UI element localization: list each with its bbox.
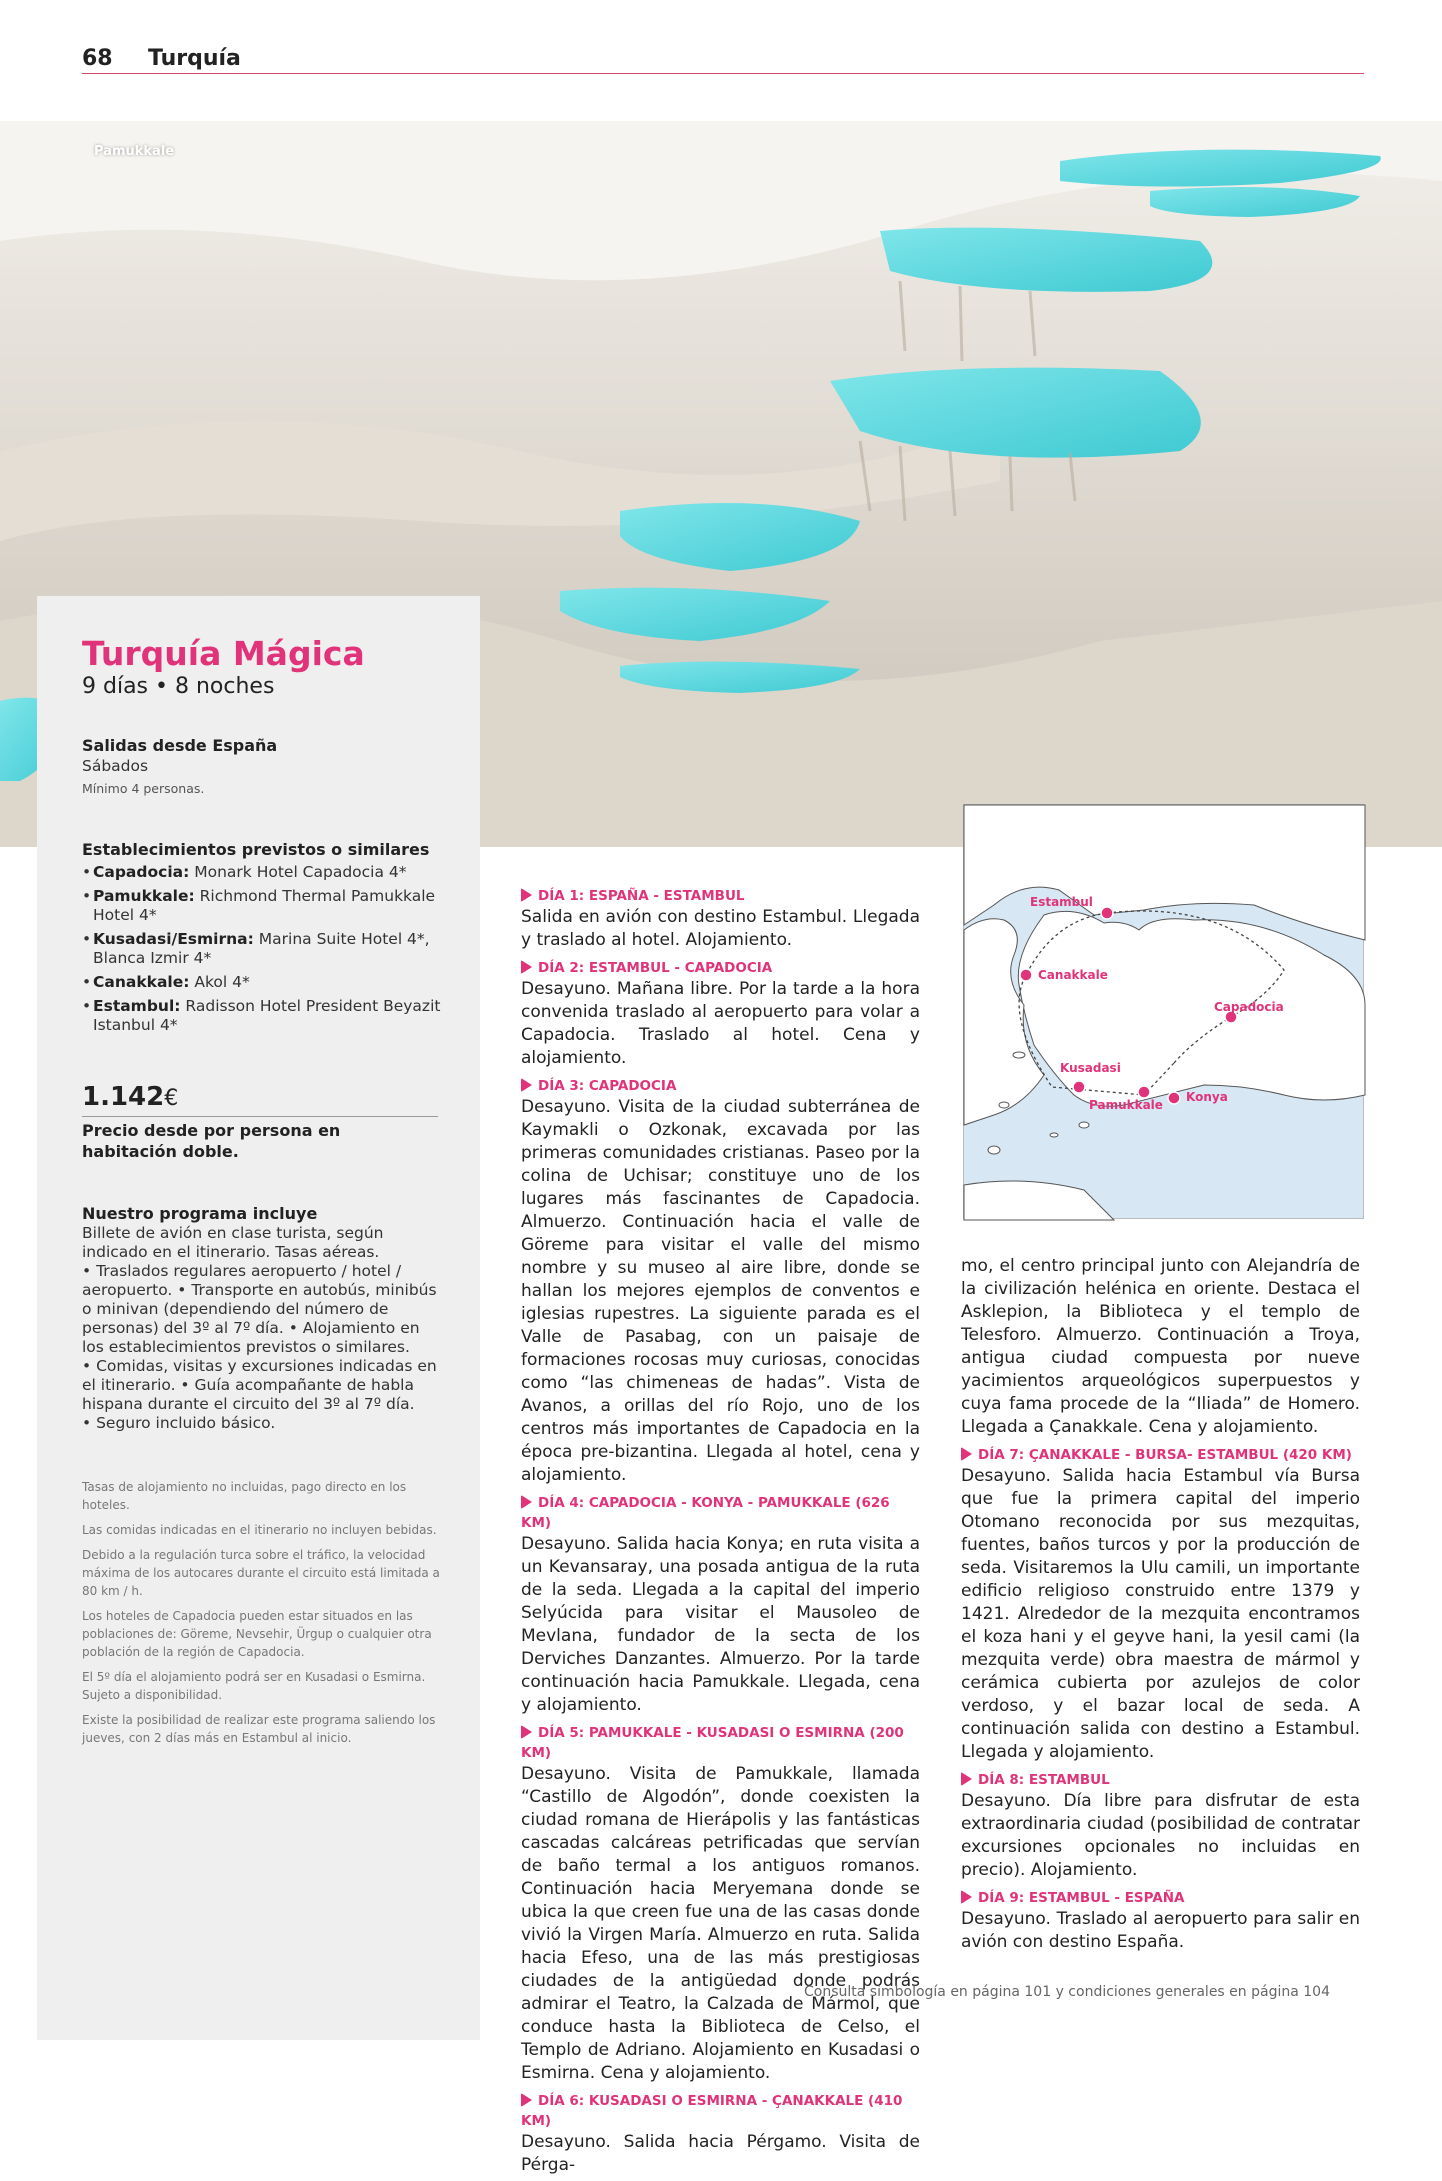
- day-title: DÍA 4: CAPADOCIA - KONYA - PAMUKKALE (626 KM): [521, 1495, 890, 1531]
- day-title: DÍA 6: KUSADASI O ESMIRNA - ÇANAKKALE (410 KM): [521, 2093, 903, 2129]
- day-text: Desayuno. Visita de la ciudad subterránea de Kaymakli o Ozkonak, excavada por las primeras comunidades cristianas. Paseo por la colina de Uchisar; constituye uno de los lugares más fascinantes de Capadocia. Almuerzo. Continuación hacia el valle de Göreme para visitar el valle del mismo nombre y su museo al aire libre, donde se hallan los mejores ejemplos de conventos e iglesias rupestres. La siguiente parada es el Valle de Pasabag, con un paisaje de formaciones rocosas muy curiosas, conocidas como “las chimeneas de hadas”. Vista de Avanos, a orillas del río Rojo, uno de los centros más importantes de Capadocia en la época pre-bizantina. Llegada al hotel, cena y alojamiento.: [521, 1097, 920, 1485]
- hotel-name: Radisson Hotel President Beyazit Istanbul 4*: [93, 997, 441, 1034]
- list-item: [82, 973, 442, 992]
- triangle-bullet-icon: [521, 1725, 532, 1739]
- triangle-bullet-icon: [521, 960, 532, 974]
- departures-heading: Salidas desde España: [82, 736, 278, 755]
- day-title: DÍA 1: ESPAÑA - ESTAMBUL: [521, 886, 920, 906]
- hotel-name: Monark Hotel Capadocia 4*: [194, 863, 407, 881]
- includes-line: • Seguro incluido básico.: [82, 1414, 276, 1432]
- list-item: [82, 997, 442, 1035]
- hotel-name: Akol 4*: [194, 973, 250, 991]
- day-text: Desayuno. Día libre para disfrutar de esta extraordinaria ciudad (posibilidad de contratar excursiones opcionales no incluidas en precio). Alojamiento.: [961, 1791, 1360, 1880]
- list-item: [82, 863, 442, 882]
- map-label-kusadasi: Kusadasi: [1060, 1061, 1121, 1075]
- section-title: Turquía: [148, 46, 241, 71]
- hotels-heading: Establecimientos previstos o similares: [82, 840, 430, 859]
- footer-note: Consulta simbología en página 101 y condiciones generales en página 104: [804, 1984, 1330, 2000]
- map-label-pamukkale: Pamukkale: [1089, 1098, 1163, 1112]
- price-currency: €: [164, 1086, 179, 1111]
- page-number: 68: [82, 46, 113, 71]
- note: Las comidas indicadas en el itinerario no incluyen bebidas.: [82, 1523, 437, 1537]
- price-description: Precio desde por persona en habitación doble.: [82, 1121, 341, 1161]
- city-marker-konya: [1168, 1092, 1180, 1104]
- day-text: Desayuno. Salida hacia Pérgamo. Visita de Pérga-: [521, 2132, 920, 2175]
- hotel-name: Richmond Thermal Pamukkale Hotel 4*: [93, 887, 436, 924]
- day-text: Desayuno. Mañana libre. Por la tarde a la hora convenida traslado al aeropuerto para volar a Capadocia. Traslado al hotel. Cena y alojamiento.: [521, 979, 920, 1068]
- map-label-capadocia: Capadocia: [1214, 1000, 1284, 1014]
- price: [82, 1082, 178, 1112]
- day-text-continuation: mo, el centro principal junto con Alejandría de la civilización helénica en oriente. Destaca el Asklepion, la Biblioteca y el templo de Telesforo. Almuerzo. Continuación a Troya, antigua ciudad compuesta por nueve yacimientos arqueológicos superpuestos y cuya fama procede de la “Iliada” de Homero. Llegada a Çanakkale. Cena y alojamiento.: [961, 1256, 1360, 1437]
- departures-section: [82, 736, 442, 798]
- price-value: 1.142: [82, 1082, 165, 1112]
- departures-day: Sábados: [82, 757, 149, 775]
- day-title: DÍA 7: ÇANAKKALE - BURSA- ESTAMBUL (420 KM): [961, 1445, 1360, 1465]
- day-title: DÍA 5: PAMUKKALE - KUSADASI O ESMIRNA (200 KM): [521, 1725, 904, 1761]
- triangle-bullet-icon: [961, 1772, 972, 1786]
- trip-duration: 9 días • 8 noches: [82, 674, 275, 699]
- minimum-people: Mínimo 4 personas.: [82, 781, 205, 796]
- triangle-bullet-icon: [521, 888, 532, 902]
- triangle-bullet-icon: [521, 1078, 532, 1092]
- map-label-estambul: Estambul: [1030, 895, 1093, 909]
- hotel-city: Estambul:: [93, 997, 181, 1015]
- hotel-city: Capadocia:: [93, 863, 190, 881]
- hotels-section: [82, 840, 442, 1040]
- day-title: DÍA 3: CAPADOCIA: [521, 1076, 920, 1096]
- price-divider: [82, 1116, 438, 1117]
- hotel-name: Marina Suite Hotel 4*, Blanca Izmir 4*: [93, 930, 430, 967]
- day-text: Desayuno. Visita de Pamukkale, llamada “Castillo de Algodón”, donde coexisten la ciudad romana de Hierápolis y las fantásticas cascadas calcáreas petrificadas que servían de baño termal a los antiguos romanos. Continuación hacia Meryemana donde se ubica la que creen fue una de las casas donde vivió la Virgen María. Almuerzo en ruta. Salida hacia Efeso, una de las más prestigiosas ciudades de la antigüedad donde podrás admirar el Teatro, la Calzada de Mármol, que conduce hasta la Biblioteca de Celso, el Templo de Adriano. Alojamiento en Kusadasi o Esmirna. Cena y alojamiento.: [521, 1764, 920, 2083]
- note: El 5º día el alojamiento podrá ser en Kusadasi o Esmirna. Sujeto a disponibilidad.: [82, 1670, 426, 1702]
- city-marker-estambul: [1101, 907, 1113, 919]
- map-label-konya: Konya: [1186, 1090, 1228, 1104]
- triangle-bullet-icon: [961, 1890, 972, 1904]
- note: Existe la posibilidad de realizar este programa saliendo los jueves, con 2 días más en Estambul al inicio.: [82, 1713, 436, 1745]
- hotel-list: [82, 863, 442, 1035]
- trip-title: Turquía Mágica: [82, 634, 365, 673]
- day-title: DÍA 9: ESTAMBUL - ESPAÑA: [961, 1888, 1360, 1908]
- note: Los hoteles de Capadocia pueden estar situados en las poblaciones de: Göreme, Nevsehir, Ürgup o cualquier otra población de la región de Capadocia.: [82, 1609, 432, 1659]
- includes-line: • Comidas, visitas y excursiones indicadas en el itinerario. • Guía acompañante de habla hispana durante el circuito del 3º al 7º día.: [82, 1357, 437, 1413]
- city-marker-pamukkale: [1138, 1086, 1150, 1098]
- photo-caption: Pamukkale: [94, 144, 175, 159]
- itinerary-column-2: [961, 1255, 1360, 1958]
- note: Tasas de alojamiento no incluidas, pago directo en los hoteles.: [82, 1480, 407, 1512]
- turkey-route-map: [964, 805, 1365, 1220]
- city-marker-canakkale: [1020, 969, 1032, 981]
- note: Debido a la regulación turca sobre el tráfico, la velocidad máxima de los autocares durante el circuito está limitada a 80 km / h.: [82, 1548, 440, 1598]
- route-map: [963, 804, 1364, 1219]
- day-title: DÍA 8: ESTAMBUL: [961, 1770, 1360, 1790]
- hotel-city: Pamukkale:: [93, 887, 195, 905]
- list-item: [82, 930, 442, 968]
- includes-section: [82, 1204, 442, 1433]
- hotel-city: Canakkale:: [93, 973, 190, 991]
- triangle-bullet-icon: [521, 1495, 532, 1509]
- triangle-bullet-icon: [521, 2093, 532, 2107]
- notes-section: [82, 1478, 442, 1754]
- day-title: DÍA 2: ESTAMBUL - CAPADOCIA: [521, 958, 920, 978]
- triangle-bullet-icon: [961, 1447, 972, 1461]
- city-marker-kusadasi: [1073, 1081, 1085, 1093]
- map-label-canakkale: Canakkale: [1038, 968, 1108, 982]
- day-text: Desayuno. Salida hacia Estambul vía Bursa que fue la primera capital del imperio Otomano reconocida por sus mezquitas, fuentes, baños turcos y por la producción de seda. Visitaremos la Ulu camili, un importante edificio religioso construido entre 1379 y 1421. Alrededor de la mezquita encontramos el koza hani y el geyve hani, la yesil cami (la mezquita verde) obra maestra de mármol y cerámica cubierta por azulejos de color verdoso, y el bazar local de seda. A continuación salida con destino a Estambul. Llegada y alojamiento.: [961, 1466, 1360, 1762]
- hotel-city: Kusadasi/Esmirna:: [93, 930, 254, 948]
- day-text: Desayuno. Traslado al aeropuerto para salir en avión con destino España.: [961, 1909, 1360, 1952]
- list-item: [82, 887, 442, 925]
- day-text: Desayuno. Salida hacia Konya; en ruta visita a un Kevansaray, una posada antigua de la ruta de la seda. Llegada a la capital del imperio Selyúcida para visitar el Mausoleo de Mevlana, fundador de la secta de los Derviches Danzantes. Almuerzo. Por la tarde continuación hacia Pamukkale. Llegada, cena y alojamiento.: [521, 1534, 920, 1715]
- page-header: [82, 46, 1364, 74]
- day-text: Salida en avión con destino Estambul. Llegada y traslado al hotel. Alojamiento.: [521, 907, 920, 950]
- includes-line: • Traslados regulares aeropuerto / hotel / aeropuerto. • Transporte en autobús, minibús o minivan (dependiendo del número de personas) del 3º al 7º día. • Alojamiento en los establecimientos previstos o similares.: [82, 1262, 437, 1356]
- includes-line: Billete de avión en clase turista, según indicado en el itinerario. Tasas aéreas.: [82, 1224, 384, 1261]
- includes-heading: Nuestro programa incluye: [82, 1204, 318, 1223]
